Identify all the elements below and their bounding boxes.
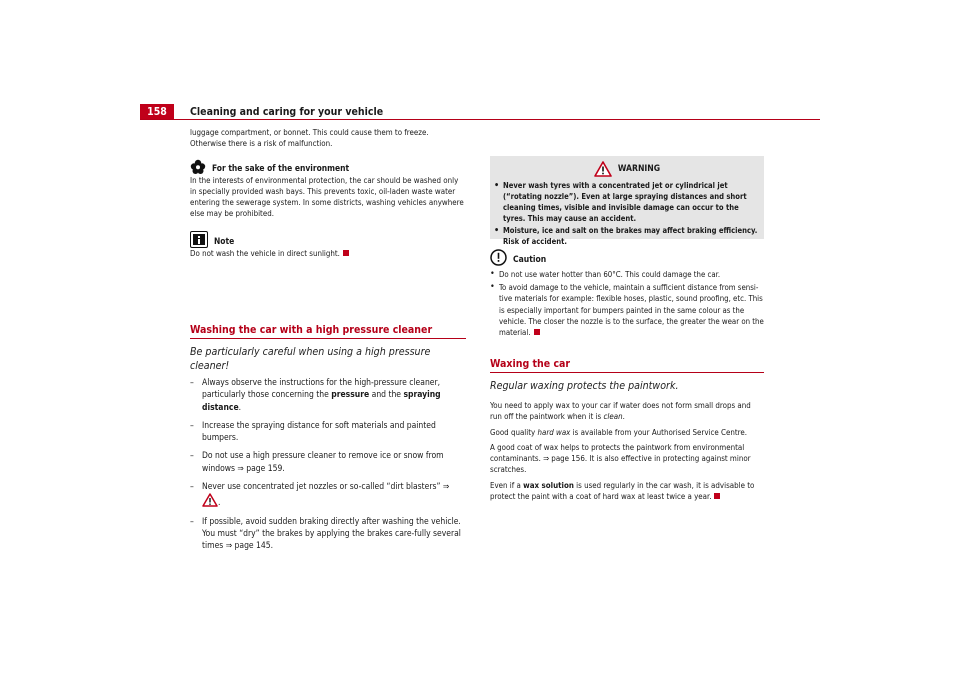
flower-icon: [190, 159, 206, 175]
caution-list: [490, 269, 764, 338]
section-subtitle-waxing: Regular waxing protects the paintwork.: [490, 380, 679, 392]
warning-triangle-icon: [594, 161, 612, 177]
step-item: – Never use concentrated jet nozzles or so-called “dirt blasters” ⇒ .: [190, 482, 450, 509]
section-rule: [190, 338, 466, 339]
warning-heading: WARNING: [490, 156, 764, 177]
step-item: – If possible, avoid sudden braking directly after washing the vehicle. You must “dry” the brakes by applying the brakes care-fully several times ⇒ page 145.: [190, 516, 461, 552]
end-marker: [343, 250, 349, 256]
waxing-paragraph: You need to apply wax to your car if water does not form small drops and run off the paintwork when it is clean.: [490, 401, 751, 422]
warning-list: [490, 177, 764, 247]
waxing-body: [490, 400, 764, 502]
left-column: [190, 127, 466, 259]
pressure-cleaner-steps: [190, 377, 466, 553]
step-item: – Do not use a high pressure cleaner to remove ice or snow from windows ⇒ page 159.: [190, 451, 444, 474]
step-item: – Always observe the instructions for the high-pressure cleaner, particularly those concerning the pressure and the spraying distance.: [190, 378, 441, 413]
warning-triangle-icon: [202, 493, 218, 507]
section-subtitle-pressure-cleaner: Be particularly careful when using a high pressure cleaner!: [190, 346, 431, 372]
caution-heading: Caution: [490, 249, 764, 266]
section-title-pressure-cleaner: Washing the car with a high pressure cleaner: [190, 324, 433, 336]
waxing-paragraph: A good coat of wax helps to protects the paintwork from environmental contaminants. ⇒ page 156. It is also effective in protecting against minor scratches.: [490, 442, 751, 475]
note-text: Do not wash the vehicle in direct sunlight.: [190, 248, 466, 259]
page-number: 158: [140, 104, 174, 120]
warning-box: [490, 156, 764, 246]
step-item: – Increase the spraying distance for soft materials and painted bumpers.: [190, 420, 436, 444]
end-marker: [534, 329, 540, 335]
environment-heading-label: For the sake of the environment: [212, 163, 350, 174]
page-title: Cleaning and caring for your vehicle: [190, 106, 384, 118]
caution-block: [490, 249, 764, 338]
environment-text: In the interests of environmental protection, the car should be washed only in specially provided wash bays. This prevents toxic, oil-laden waste water entering the sewerage system. In some districts, washing vehicles anywhere else may be prohibited.: [190, 175, 464, 219]
section-rule: [490, 372, 764, 373]
section-title-waxing: Waxing the car: [490, 358, 571, 370]
waxing-paragraph: Good quality hard wax is available from your Authorised Service Centre.: [490, 427, 747, 437]
caution-item: • To avoid damage to the vehicle, maintain a sufficient distance from sensi-tive materials for example: flexible hoses, plastic, sound proofing, etc. This is especially important for bumpers painted in the same colour as the vehicle. The closer the nozzle is to the surface, the greater the wear on the material.: [490, 282, 764, 338]
waxing-section: [490, 357, 764, 502]
caution-item: • Do not use water hotter than 60°C. This could damage the car.: [490, 269, 721, 279]
warning-item: • Moisture, ice and salt on the brakes may affect braking efficiency. Risk of accident.: [494, 225, 758, 246]
intro-text: luggage compartment, or bonnet. This could cause them to freeze. Otherwise there is a risk of malfunction.: [190, 128, 429, 149]
note-heading-label: Note: [214, 236, 235, 247]
waxing-paragraph: Even if a wax solution is used regularly in the car wash, it is advisable to protect the paint with a coat of hard wax at least twice a year.: [490, 480, 755, 502]
note-icon: [190, 231, 208, 248]
note-heading: [190, 231, 466, 248]
warning-item: • Never wash tyres with a concentrated jet or cylindrical jet (“rotating nozzle”). Even at large spraying distances and short cleaning times, visible and invisible damage can occur to the tyres. This may cause an accident.: [494, 181, 747, 223]
environment-heading: [190, 159, 466, 175]
end-marker: [714, 493, 720, 499]
caution-icon: [490, 249, 507, 266]
pressure-cleaner-section: [190, 323, 466, 553]
header-rule: [140, 119, 820, 120]
